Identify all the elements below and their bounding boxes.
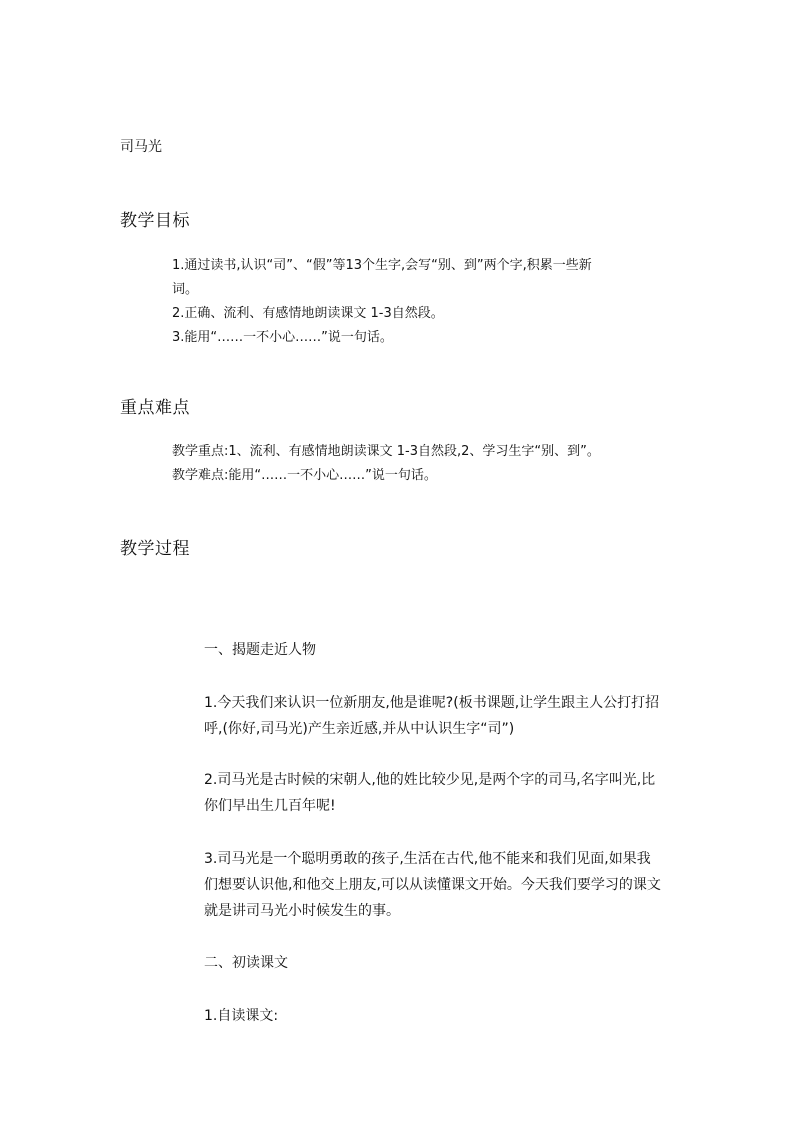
document-title: 司马光	[120, 139, 162, 155]
paragraph-1	[204, 690, 682, 742]
part2-heading	[204, 950, 682, 976]
paragraph-2-line-2: 你们早出生几百年呢!	[204, 798, 336, 814]
paragraph-3-line-2: 们想要认识他,和他交上朋友,可以从读懂课文开始。今天我们要学习的课文	[204, 877, 661, 893]
goals-heading: 教学目标	[120, 211, 190, 231]
goal-item-3: 3.能用“……一不小心……”说一句话。	[172, 330, 393, 345]
goal-item-1: 1.通过读书,认识“司”、“假”等13个生字,会写“别、到”两个字,积累一些新	[172, 258, 592, 273]
part2-heading-text: 二、初读课文	[204, 955, 288, 971]
focus-difficult-point: 教学难点:能用“……一不小心……”说一句话。	[172, 468, 437, 483]
part1-heading	[204, 637, 682, 663]
paragraph-2-line-1: 2.司马光是古时候的宋朝人,他的姓比较少见,是两个字的司马,名字叫光,比	[204, 772, 656, 788]
focus-heading: 重点难点	[120, 398, 190, 418]
focus-key-point: 教学重点:1、流利、有感情地朗读课文 1-3自然段,2、学习生字“别、到”。	[172, 444, 600, 459]
part1-heading-text: 一、揭题走近人物	[204, 642, 316, 658]
paragraph-1-line-1: 1.今天我们来认识一位新朋友,他是谁呢?(板书课题,让学生跟主人公打打招	[204, 695, 660, 711]
paragraph-3-line-3: 就是讲司马光小时候发生的事。	[204, 903, 400, 919]
focus-list	[172, 440, 600, 488]
paragraph-4	[204, 1003, 682, 1029]
goal-item-2: 2.正确、流利、有感情地朗读课文 1-3自然段。	[172, 306, 444, 321]
goal-item-1-continued: 词。	[172, 282, 199, 297]
goals-list	[172, 254, 592, 350]
paragraph-3	[204, 846, 682, 924]
process-heading: 教学过程	[120, 539, 190, 559]
paragraph-1-line-2: 呼,(你好,司马光)产生亲近感,并从中认识生字“司”)	[204, 721, 515, 737]
paragraph-2	[204, 767, 682, 819]
paragraph-4-text: 1.自读课文:	[204, 1008, 279, 1024]
paragraph-3-line-1: 3.司马光是一个聪明勇敢的孩子,生活在古代,他不能来和我们见面,如果我	[204, 851, 651, 867]
